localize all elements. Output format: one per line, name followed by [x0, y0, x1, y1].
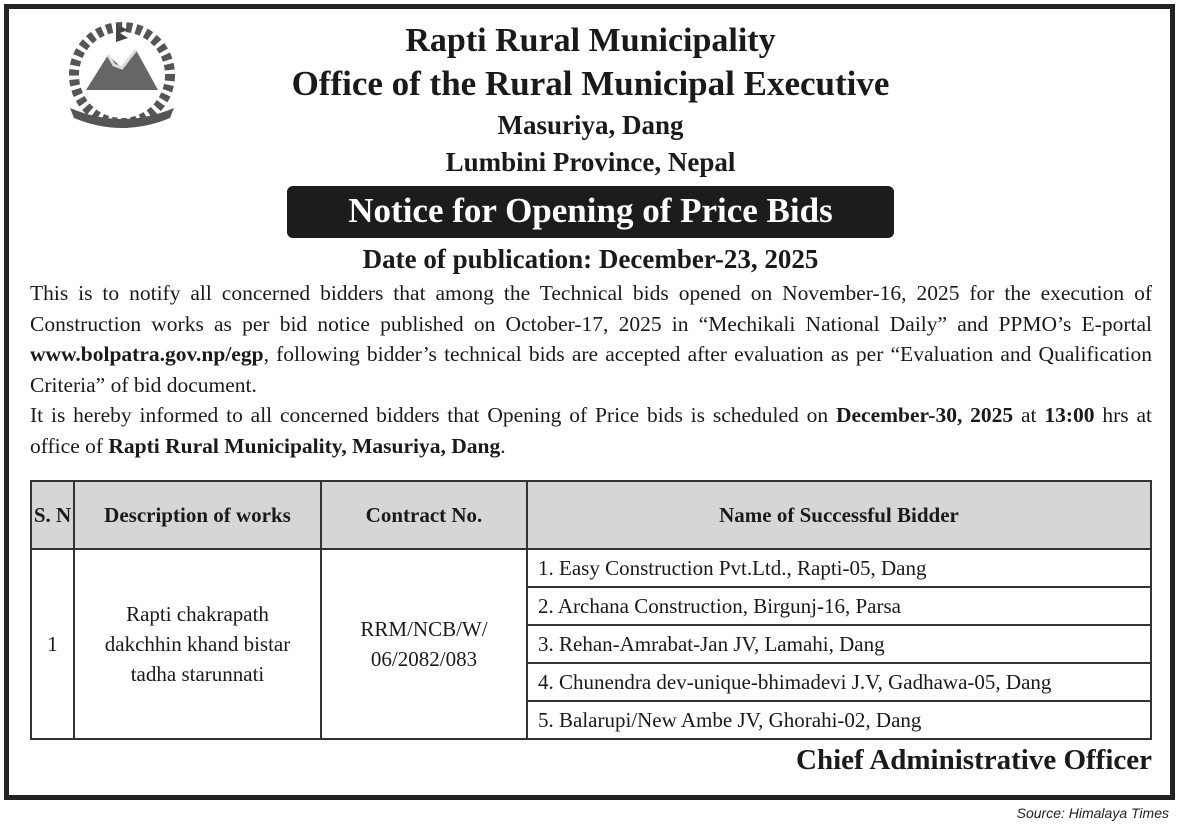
- bidder-item: 4. Chunendra dev-unique-bhimadevi J.V, Gadhawa-05, Dang: [527, 663, 1151, 701]
- opening-time: 13:00: [1044, 403, 1095, 428]
- province-line: Lumbini Province, Nepal: [445, 147, 736, 177]
- notice-title: Notice for Opening of Price Bids: [287, 186, 894, 238]
- bidder-item: 5. Balarupi/New Ambe JV, Ghorahi-02, Dang: [527, 701, 1151, 739]
- text: .: [500, 433, 506, 458]
- text: hrs at office of: [30, 403, 1152, 458]
- header-bidder: Name of Successful Bidder: [527, 481, 1151, 549]
- text: , following bidder’s technical bids are accepted after evaluation as per “Evaluation and Qualification Criteria” of bid document.: [30, 342, 1152, 397]
- text: This is to notify all concerned bidders that among the Technical bids opened on November-16, 2025 for the execution of Construction works as per bid notice published on October-17, 2025 in “Mechikali National Daily” and PPMO’s E-portal: [30, 281, 1152, 336]
- bidder-item: 3. Rehan-Amrabat-Jan JV, Lamahi, Dang: [527, 625, 1151, 663]
- publication-date: Date of publication: December-23, 2025: [362, 244, 819, 274]
- text: It is hereby informed to all concerned bidders that Opening of Price bids is scheduled on: [30, 403, 836, 428]
- cell-sn: 1: [31, 549, 74, 739]
- office-name: Office of the Rural Municipal Executive: [291, 64, 890, 103]
- opening-date: December-30, 2025: [835, 403, 1014, 428]
- header-description: Description of works: [74, 481, 321, 549]
- paragraph-1: [30, 278, 1152, 400]
- cell-description: Rapti chakrapath dakchhin khand bistar tadha starunnati: [74, 549, 321, 739]
- header-sn: S. N: [31, 481, 74, 549]
- notice-body: [30, 278, 1152, 462]
- paragraph-2: [30, 400, 1152, 461]
- egp-link[interactable]: www.bolpatra.gov.np/egp: [30, 342, 264, 367]
- address-line: Masuriya, Dang: [497, 110, 684, 140]
- bidder-item: 1. Easy Construction Pvt.Ltd., Rapti-05, Dang: [527, 549, 1151, 587]
- bidder-item: 2. Archana Construction, Birgunj-16, Parsa: [527, 587, 1151, 625]
- text: at: [1013, 403, 1045, 428]
- cell-contract: RRM/NCB/W/ 06/2082/083: [321, 549, 527, 739]
- header-contract: Contract No.: [321, 481, 527, 549]
- bidders-table: [30, 480, 1152, 740]
- signatory: Chief Administrative Officer: [796, 744, 1152, 776]
- source-credit: Source: Himalaya Times: [1016, 805, 1169, 821]
- opening-place: Rapti Rural Municipality, Masuriya, Dang: [108, 433, 501, 458]
- municipality-name: Rapti Rural Municipality: [405, 22, 776, 59]
